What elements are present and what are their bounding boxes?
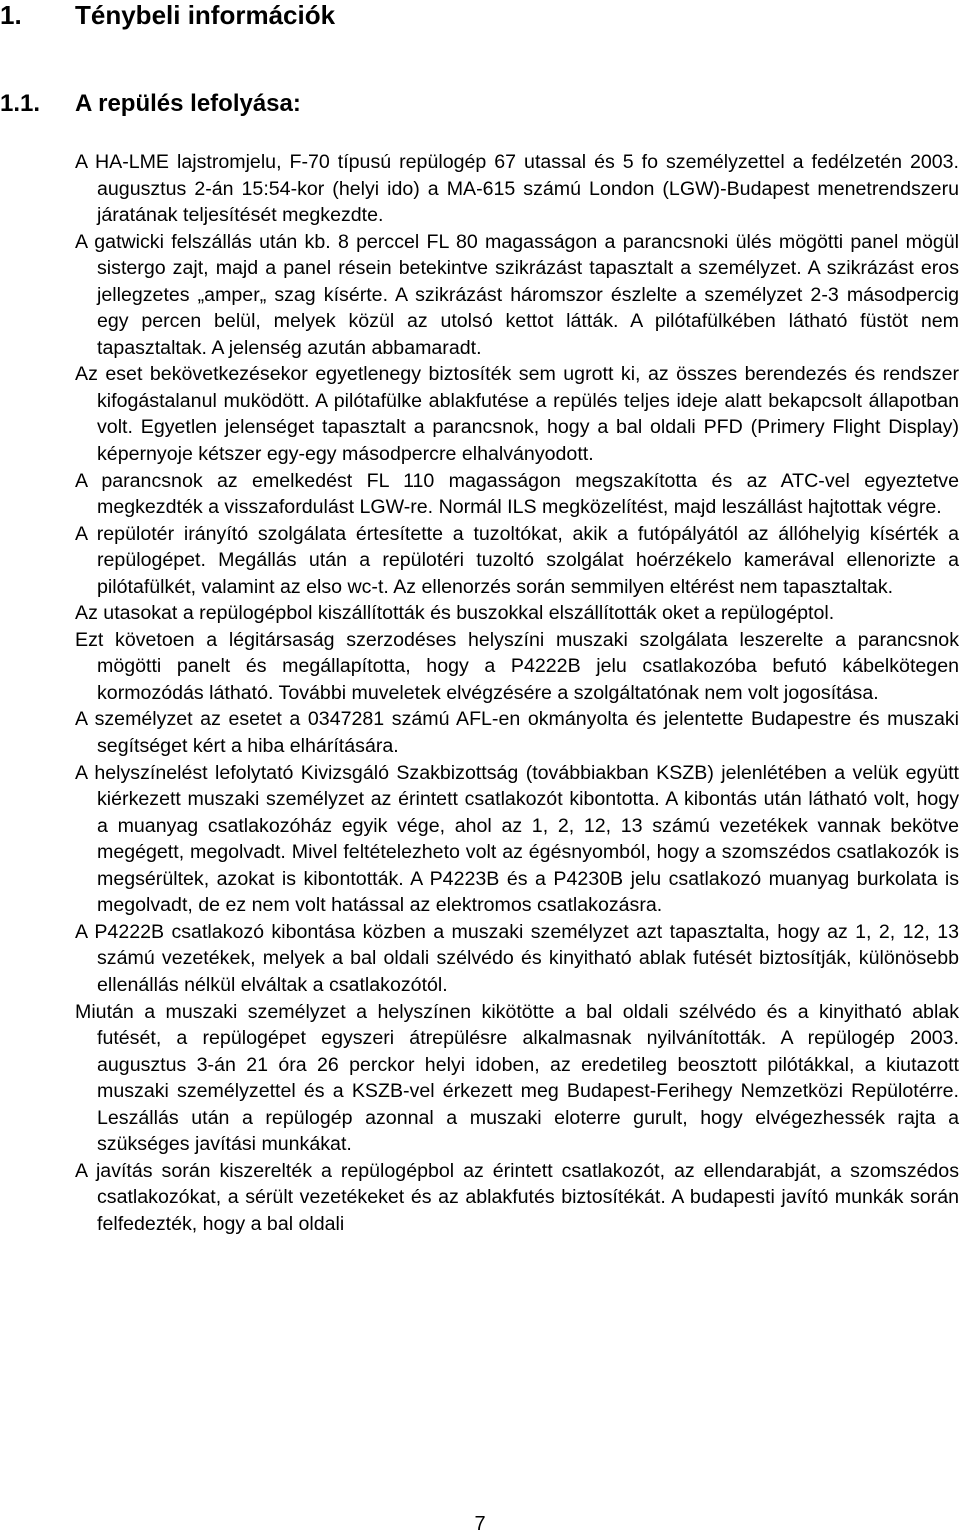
paragraph: Miután a muszaki személyzet a helyszínen kikötötte a bal oldali szélvédo és a kinyitható ablak futését, a repülogépet egyszeri átrepülésre alkalmasnak nyilvánították. A repülogép 2003. augusztus 3-án 21 óra 26 perckor helyi idoben, az eredetileg beosztott pilótákkal, a kiutazott muszaki személyzettel és a KSZB-vel érkezett meg Budapest-Ferihegy Nemzetközi Repülotérre. Leszállás után a repülogép azonnal a muszaki eloterre gurult, hogy elvégezhessék rajta a szükséges javítási munkákat.: [75, 1000, 959, 1156]
subsection-title: A repülés lefolyása:: [75, 90, 301, 117]
paragraph: A helyszínelést lefolytató Kivizsgáló Szakbizottság (továbbiakban KSZB) jelenlétében a velük együtt kiérkezett muszaki személyzet az érintett csatlakozót kibontotta. A kibontás után látható volt, hogy a muanyag csatlakozóház egyik vége, ahol az 1, 2, 12, 13 számú vezetékek vannak bekötve megégett, megolvadt. Mivel feltételezheto volt az égésnyomból, hogy a szomszédos csatlakozók is megsérültek, azokat is kibontották. A P4223B és a P4230B jelu csatlakozó muanyag burkolata is megolvadt, de ez nem volt hatással az elektromos csatlakozásra.: [75, 761, 959, 917]
paragraph: A repülotér irányító szolgálata értesítette a tuzoltókat, akik a futópályától az állóhelyig kísérték a repülogépet. Megállás után a repülotéri tuzoltó szolgálat hoérzékelo kamerával ellenorizte a pilótafülkét, valamint az elso wc-t. Az ellenorzés során semmilyen eltérést nem tapasztaltak.: [75, 522, 959, 598]
page-number: 7: [474, 1513, 486, 1535]
paragraph: A személyzet az esetet a 0347281 számú AFL-en okmányolta és jelentette Budapestre és muszaki segítséget kért a hiba elhárítására.: [75, 708, 959, 758]
paragraph: A P4222B csatlakozó kibontása közben a muszaki személyzet azt tapasztalta, hogy az 1, 2, 12, 13 számú vezetékek, melyek a bal oldali szélvédo és kinyitható ablak futését biztosítják, különösebb ellenállás nélkül elváltak a csatlakozótól.: [75, 920, 959, 996]
paragraph: A parancsnok az emelkedést FL 110 magasságon megszakította és az ATC-vel egyeztetve megkezdték a visszafordulást LGW-re. Normál ILS megközelítést, majd leszállást hajtottak végre.: [75, 469, 959, 519]
paragraph: A HA-LME lajstromjelu, F-70 típusú repülogép 67 utassal és 5 fo személyzettel a fedélzetén 2003. augusztus 2-án 15:54-kor (helyi ido) a MA-615 számú London (LGW)-Budapest menetrendszeru járatának teljesítését megkezdte.: [75, 151, 959, 227]
section-number: 1.: [0, 0, 22, 30]
subsection-number: 1.1.: [0, 90, 41, 117]
paragraph: Az utasokat a repülogépbol kiszállították és buszokkal elszállították oket a repülogéptol.: [75, 602, 835, 625]
paragraph: Az eset bekövetkezésekor egyetlenegy biztosíték sem ugrott ki, az összes berendezés és rendszer kifogástalanul muködött. A pilótafülke ablakfutése a repülés teljes ideje alatt bekapcsolt állapotban volt. Egyetlen jelenséget tapasztalt a parancsnok, hogy a bal oldali PFD (Primery Flight Display) képernyoje kétszer egy-egy másodpercre elhalványodott.: [75, 363, 959, 466]
paragraph: A javítás során kiszerelték a repülogépbol az érintett csatlakozót, az ellendarabját, a szomszédos csatlakozókat, a sérült vezetékeket és az ablakfutés biztosítékát. A budapesti javító munkák során felfedezték, hogy a bal oldali: [75, 1159, 959, 1235]
body-text: [75, 149, 959, 1237]
paragraph: Ezt követoen a légitársaság szerzodéses helyszíni muszaki szolgálata leszerelte a parancsnok mögötti panelt és megállapította, hogy a P4222B jelu csatlakozóba befutó kábelkötegen kormozódás látható. További muveletek elvégzésére a szolgáltatónak nem volt jogosítása.: [75, 628, 959, 704]
section-title: Ténybeli információk: [75, 0, 336, 30]
paragraph: A gatwicki felszállás után kb. 8 perccel FL 80 magasságon a parancsnoki ülés mögötti panel mögül sistergo zajt, majd a panel résein betekintve szikrázást tapasztalt a személyzet. A szikrázást eros jellegzetes „amper„ szag kísérte. A szikrázást háromszor észlelte a személyzet 2-3 másodpercig egy percen belül, melyek közül az utolsó kettot látták. A pilótafülkében látható füstöt nem tapasztaltak. A jelenség azután abbamaradt.: [75, 230, 959, 359]
